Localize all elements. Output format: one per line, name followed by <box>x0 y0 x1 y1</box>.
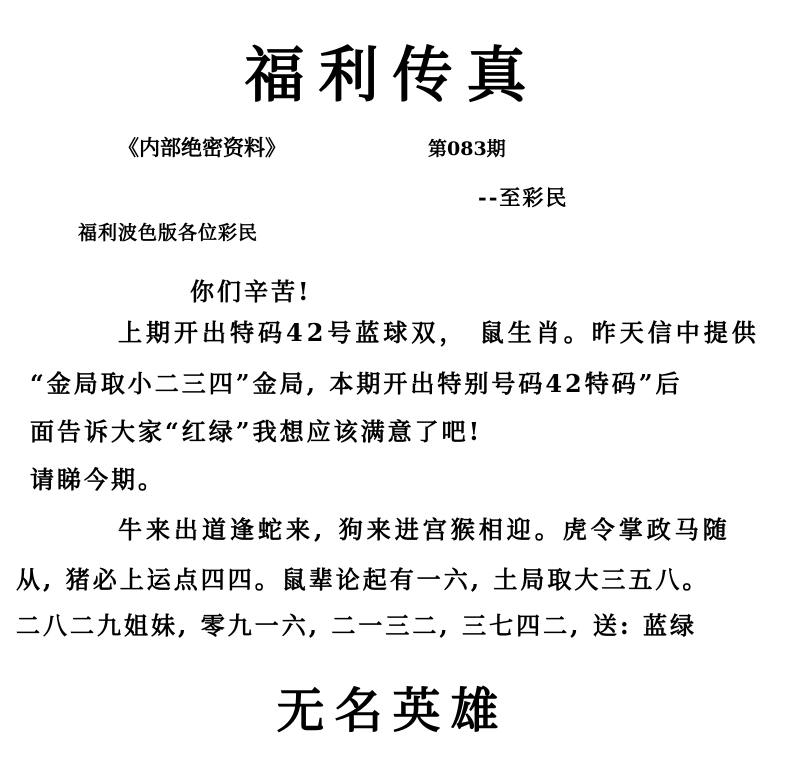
signature-line: --至彩民 <box>478 185 569 210</box>
salutation-line: 你们辛苦! <box>190 277 312 306</box>
issue-number: 第083期 <box>428 138 506 160</box>
addressee-line: 福利波色版各位彩民 <box>78 222 259 244</box>
paragraph-line-1: 上期开出特码42号蓝球双， 鼠生肖。昨天信中提供 <box>118 318 760 347</box>
paragraph-line-2: “金局取小二三四”金局, 本期开出特别号码42特码”后 <box>30 369 683 398</box>
verse-line-2: 从, 猪必上运点四四。鼠辈论起有一六, 土局取大三五八。 <box>16 565 710 594</box>
paragraph-line-3: 面告诉大家“红绿”我想应该满意了吧! <box>30 417 483 446</box>
verse-line-1: 牛来出道逢蛇来, 狗来进宫猴相迎。虎令掌政马随 <box>118 515 731 544</box>
paragraph-line-4: 请睇今期。 <box>30 465 165 494</box>
verse-line-3: 二八二九姐妹, 零九一六, 二一三二, 三七四二, 送: 蓝绿 <box>16 611 698 640</box>
footer-title: 无名英雄 <box>276 683 509 739</box>
page-title: 福利传真 <box>244 41 541 111</box>
confidential-subtitle: 《内部绝密资料》 <box>118 135 286 160</box>
